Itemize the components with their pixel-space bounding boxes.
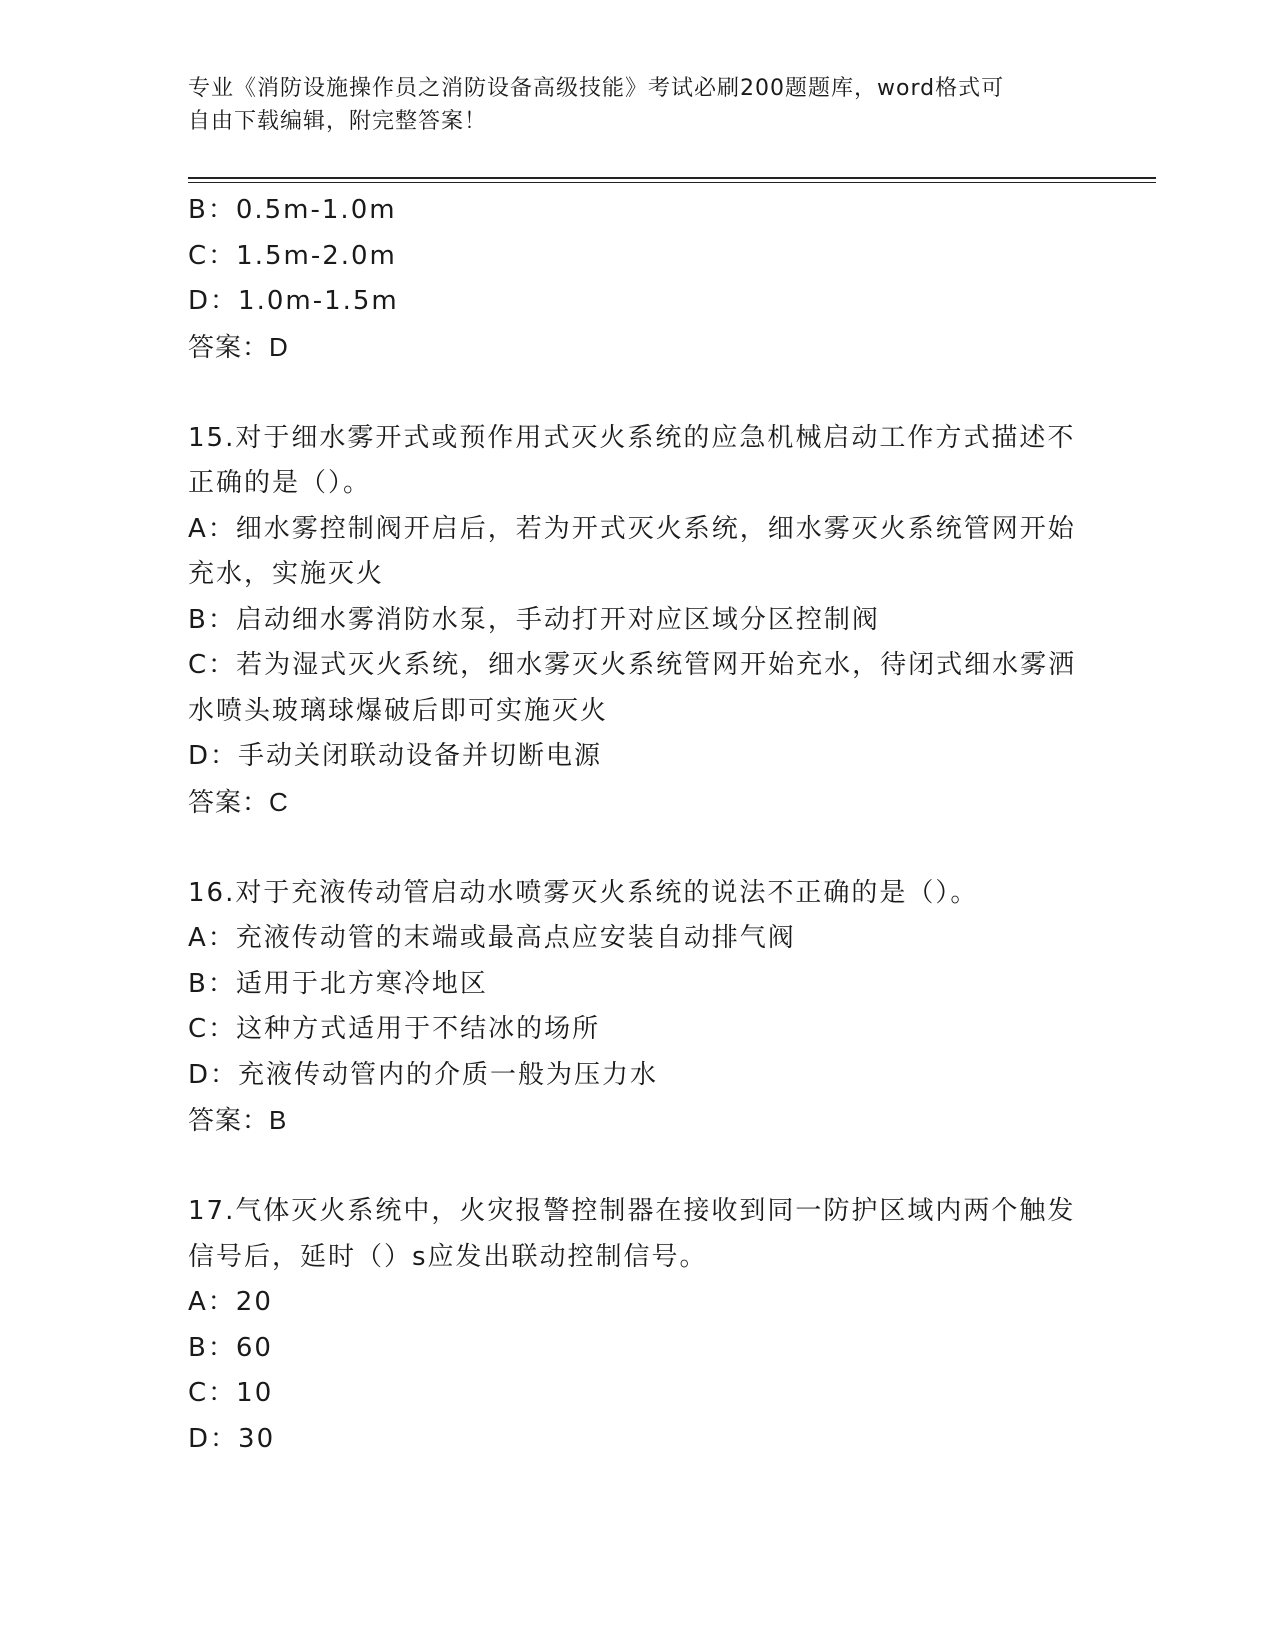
question-16 <box>188 871 1088 1144</box>
question-15 <box>188 416 1088 826</box>
question-stem: 17.气体灭火系统中，火灾报警控制器在接收到同一防护区域内两个触发信号后，延时（）s应发出联动控制信号。 <box>188 1196 1076 1272</box>
question-stem: 16.对于充液传动管启动水喷雾灭火系统的说法不正确的是（）。 <box>188 877 979 908</box>
spacer <box>188 825 1088 871</box>
question-content <box>188 188 1088 1462</box>
header-divider <box>188 177 1156 183</box>
question-17 <box>188 1189 1088 1462</box>
answer-line: 答案：C <box>188 786 289 817</box>
spacer <box>188 370 1088 416</box>
answer-line: 答案：B <box>188 1105 288 1135</box>
option-d: D：充液传动管内的介质一般为压力水 <box>188 1059 659 1090</box>
previous-question-block <box>188 188 1088 370</box>
page-header <box>188 72 1068 138</box>
header-title-line-2: 自由下载编辑，附完整答案！ <box>188 109 488 134</box>
answer-line: 答案：D <box>188 331 289 362</box>
option-b: B：0.5m-1.0m <box>188 195 397 225</box>
option-c: C：若为湿式灭火系统，细水雾灭火系统管网开始充水，待闭式细水雾洒水喷头玻璃球爆破后即可实施灭火 <box>188 650 1077 726</box>
option-d: D：手动关闭联动设备并切断电源 <box>188 741 603 771</box>
option-d: D：30 <box>188 1423 276 1454</box>
question-stem: 15.对于细水雾开式或预作用式灭火系统的应急机械启动工作方式描述不正确的是（）。 <box>188 422 1076 498</box>
header-title-line-1: 专业《消防设施操作员之消防设备高级技能》考试必刷200题题库，word格式可 <box>188 76 1005 101</box>
option-c: C：1.5m-2.0m <box>188 240 397 271</box>
option-a: A：充液传动管的末端或最高点应安装自动排气阀 <box>188 923 796 953</box>
option-d: D：1.0m-1.5m <box>188 286 399 316</box>
option-c: C：这种方式适用于不结冰的场所 <box>188 1014 601 1044</box>
spacer <box>188 1144 1088 1190</box>
option-a: A：细水雾控制阀开启后，若为开式灭火系统，细水雾灭火系统管网开始充水，实施灭火 <box>188 513 1076 589</box>
option-c: C：10 <box>188 1378 274 1408</box>
option-b: B：启动细水雾消防水泵，手动打开对应区域分区控制阀 <box>188 604 880 635</box>
option-b: B：60 <box>188 1332 273 1363</box>
option-b: B：适用于北方寒冷地区 <box>188 968 488 999</box>
option-a: A：20 <box>188 1287 273 1317</box>
